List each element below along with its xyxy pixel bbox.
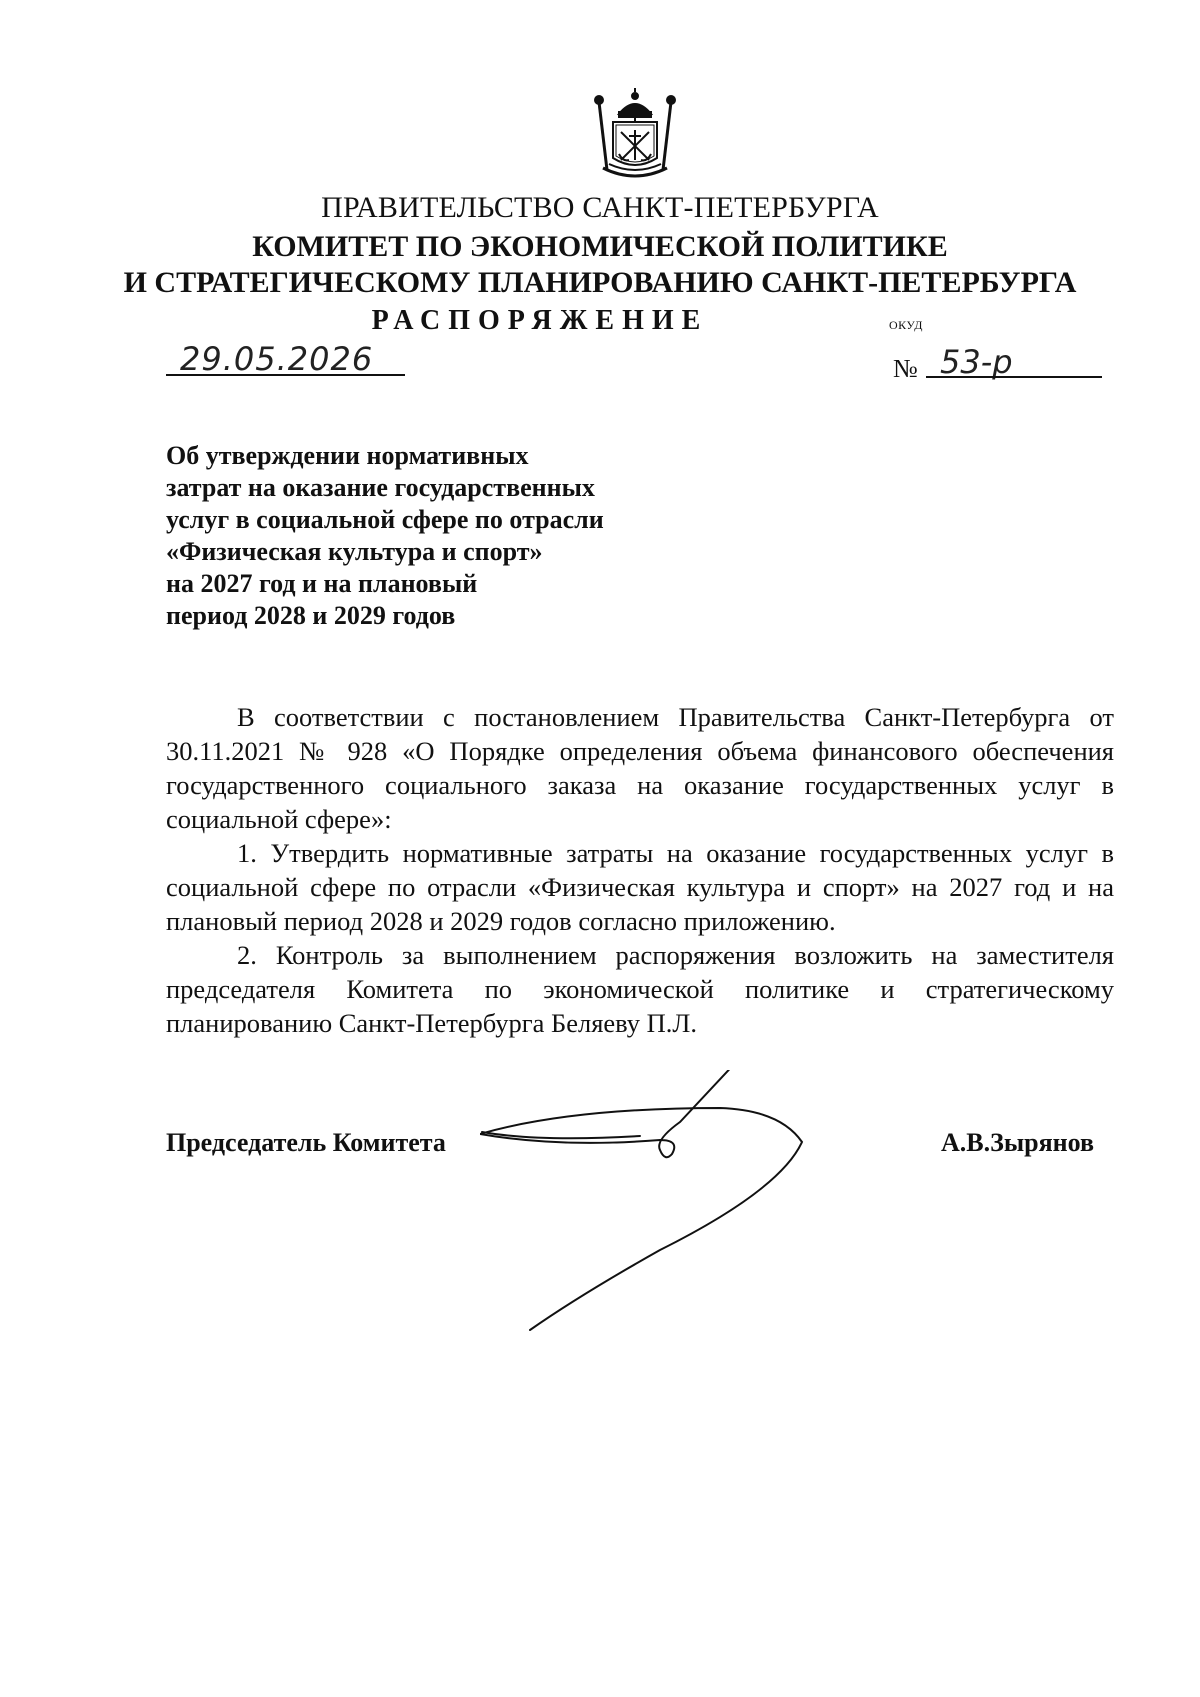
number-label: № [893, 354, 918, 383]
okud-label: ОКУД [889, 318, 923, 332]
signer-position: Председатель Комитета [166, 1128, 446, 1157]
committee-name-line-1: КОМИТЕТ ПО ЭКОНОМИЧЕСКОЙ ПОЛИТИКЕ [252, 230, 948, 263]
subject-line: услуг в социальной сфере по отрасли [166, 505, 604, 534]
date-underline [166, 374, 405, 376]
item-2-paragraph: 2. Контроль за выполнением распоряжения возложить на заместителя председателя Комитета по экономической политике и стратегическому планированию Санкт-Петербурга Беляеву П.Л. [166, 940, 1114, 1038]
committee-name-line-2: И СТРАТЕГИЧЕСКОМУ ПЛАНИРОВАНИЮ САНКТ-ПЕТЕРБУРГА [123, 266, 1077, 299]
number-underline [926, 376, 1102, 378]
government-name: ПРАВИТЕЛЬСТВО САНКТ-ПЕТЕРБУРГА [321, 191, 879, 224]
coat-of-arms-icon [589, 88, 681, 180]
document-body [166, 700, 1114, 1040]
signer-name: А.В.Зырянов [941, 1128, 1095, 1157]
subject-line: период 2028 и 2029 годов [166, 601, 456, 630]
document-number: 53-р [940, 343, 1013, 381]
subject-line: Об утверждении нормативных [166, 441, 529, 470]
subject-line: «Физическая культура и спорт» [166, 537, 543, 566]
signature-icon [480, 1070, 900, 1350]
document-subject [166, 440, 726, 632]
item-1-paragraph: 1. Утвердить нормативные затраты на оказание государственных услуг в социальной сфере по отрасли «Физическая культура и спорт» на 2027 год и на плановый период 2028 и 2029 годов согласно приложению. [166, 838, 1114, 936]
subject-line: затрат на оказание государственных [166, 473, 595, 502]
document-type-title: РАСПОРЯЖЕНИЕ [371, 305, 709, 336]
document-date: 29.05.2026 [180, 340, 374, 378]
preamble-paragraph: В соответствии с постановлением Правительства Санкт-Петербурга от 30.11.2021 № 928 «О Порядке определения объема финансового обеспечения государственного социального заказа на оказание государственных услуг в социальной сфере»: [166, 702, 1114, 834]
subject-line: на 2027 год и на плановый [166, 569, 478, 598]
